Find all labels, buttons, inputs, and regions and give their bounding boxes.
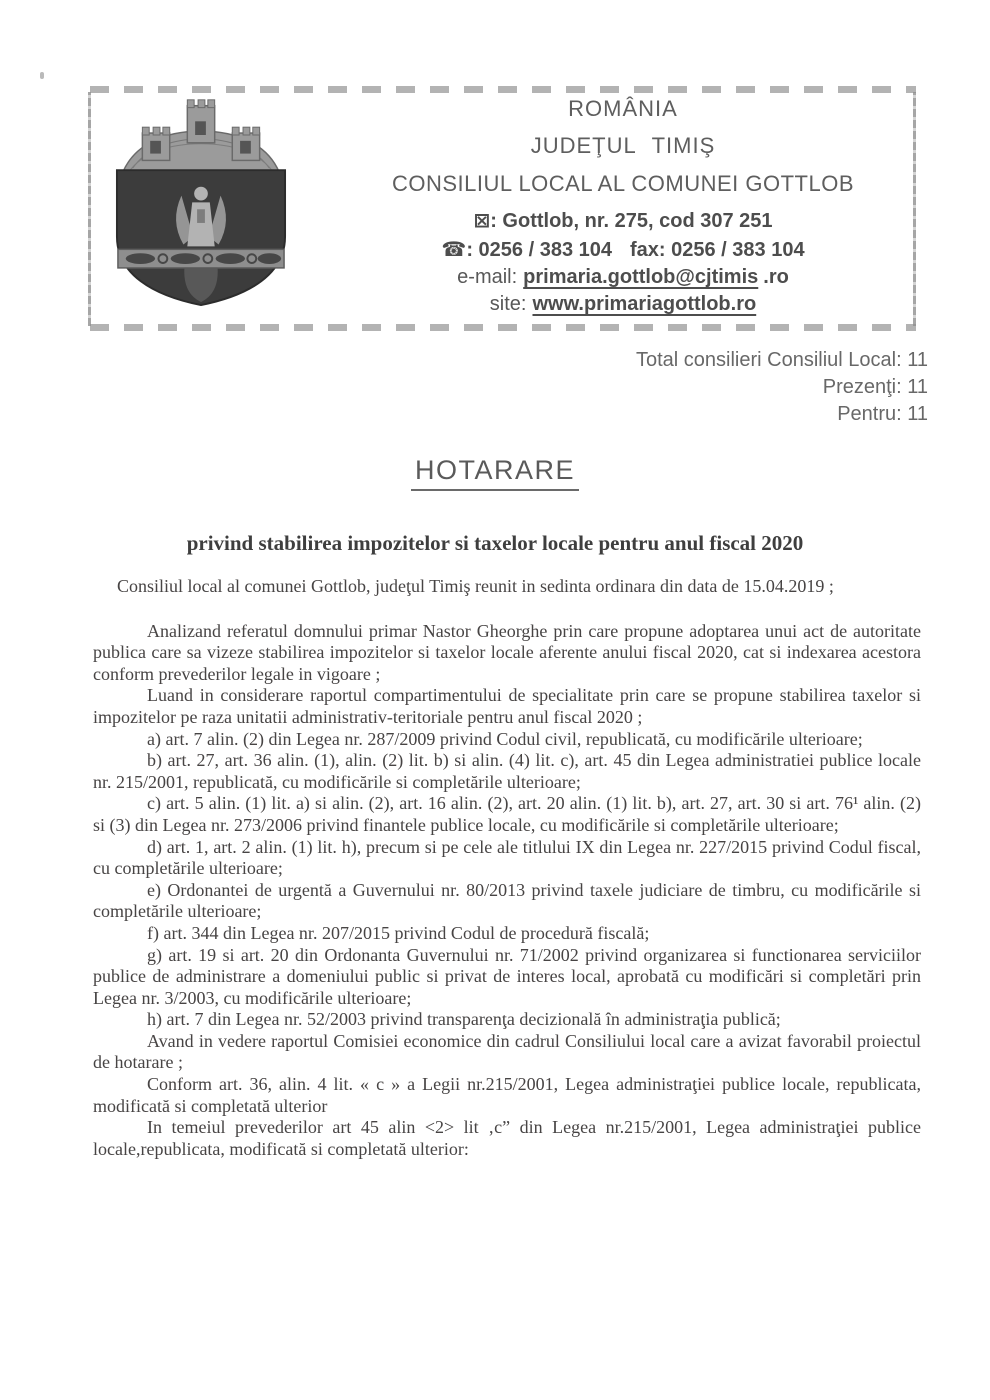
body-paragraph: b) art. 27, art. 36 alin. (1), alin. (2) lit. b) si alin. (4) lit. c), art. 45 din Legea administratiei publice locale nr. 215/2001, republicată, cu modificările si completările ulterioare; <box>93 750 921 792</box>
shield-band <box>118 249 284 268</box>
body-paragraph: Analizand referatul domnului primar Nastor Gheorghe prin care propune adoptarea unui act de autoritate publica care sa vizeze stabilirea impozitelor si taxelor locale aferente anului fiscal 2020, cat si indexarea acestora conform prevederilor legale in vigoare ; <box>93 620 921 684</box>
country-name: ROMÂNIA <box>568 96 678 121</box>
letterhead <box>330 96 916 316</box>
council-name: CONSILIUL LOCAL AL COMUNEI GOTTLOB <box>392 171 854 196</box>
body-paragraph: Conform art. 36, alin. 4 lit. « c » a Legii nr.215/2001, Legea administraţiei publice locale, republicata, modificată si completată ulterior <box>93 1074 921 1116</box>
body-paragraph: f) art. 344 din Legea nr. 207/2015 privind Codul de procedură fiscală; <box>147 922 650 943</box>
site-label: site: <box>489 293 527 315</box>
body-paragraph: Luand in considerare raportul compartimentului de specialitate prin care se propune stabilirea taxelor si impozitelor pe raza unitatii administrativ-teritoriale pentru anul fiscal 2020 ; <box>93 685 921 727</box>
present-counselors: Prezenţi: 11 <box>822 376 928 398</box>
email-label: e-mail: <box>457 266 518 288</box>
header-frame-left-border <box>88 92 91 326</box>
body-paragraph: g) art. 19 si art. 20 din Ordonanta Guvernului nr. 71/2002 privind organizarea si functionarea serviciilor publice de administrare a domeniului public si privat de interes local, aprobată cu modificări si completări prin Legea nr. 3/2003, cu modificările ulterioare; <box>93 944 921 1008</box>
tower-window <box>195 121 206 135</box>
email-link[interactable]: primaria.gottlob@cjtimis <box>523 266 759 288</box>
envelope-icon: ⊠ <box>473 208 491 232</box>
intro-paragraph: Consiliul local al comunei Gottlob, judeţul Timiş reunit in sedinta ordinara din data de 15.04.2019 ; <box>117 576 834 596</box>
phone-text: : 0256 / 383 104 <box>466 239 612 261</box>
email-suffix: .ro <box>763 266 789 288</box>
site-link[interactable]: www.primariagottlob.ro <box>532 293 757 315</box>
county-name: JUDEŢUL TIMIŞ <box>530 133 716 158</box>
total-counselors: Total consilieri Consiliul Local: 11 <box>636 349 928 371</box>
telephone-icon: ☎ <box>441 237 467 261</box>
address-text: : Gottlob, nr. 275, cod 307 251 <box>490 210 773 232</box>
tower-window <box>150 141 161 154</box>
email-line <box>330 266 916 289</box>
address-line <box>330 208 916 233</box>
document-title: HOTARARE <box>411 455 579 491</box>
body-paragraph: c) art. 5 alin. (1) lit. a) si alin. (2), art. 16 alin. (2), art. 20 alin. (1) lit. b), art. 27, art. 30 si art. 76¹ alin. (2) si (3) din Legea nr. 273/2006 privind finantele publice locale, cu modificările si completările ulterioare; <box>93 793 921 835</box>
phone-line <box>330 237 916 262</box>
document-body <box>93 576 921 1160</box>
header-frame-bottom-border <box>90 324 916 331</box>
document-subtitle: privind stabilirea impozitelor si taxelor locale pentru anul fiscal 2020 <box>186 531 804 555</box>
tower-window <box>240 141 251 154</box>
body-paragraph: In temeiul prevederilor art 45 alin <2> lit ‚c” din Legea nr.215/2001, Legea administraţiei publice locale,republicata, modificată si completată ulterior: <box>93 1117 921 1159</box>
coat-of-arms <box>102 92 300 307</box>
body-paragraph: Avand in vedere raportul Comisiei economice din cadrul Consiliului local care a avizat favorabil proiectul de hotarare ; <box>93 1030 921 1073</box>
body-paragraph: d) art. 1, art. 2 alin. (1) lit. h), precum si pe cele ale titlului IX din Legea nr. 227/2015 privind Codul fiscal, cu completările ulterioare; <box>93 836 921 879</box>
fax-text: fax: 0256 / 383 104 <box>630 239 805 261</box>
votes-for: Pentru: 11 <box>837 403 928 425</box>
council-counters <box>636 347 928 428</box>
scan-speck <box>40 72 44 79</box>
body-paragraph: h) art. 7 din Legea nr. 52/2003 privind transparenţa decizională în administraţia publică; <box>147 1009 781 1030</box>
body-paragraph: a) art. 7 alin. (2) din Legea nr. 287/2009 privind Codul civil, republicată, cu modificările ulterioare; <box>147 728 863 749</box>
body-paragraph: e) Ordonantei de urgentă a Guvernului nr. 80/2013 privind taxele judiciare de timbru, cu modificările si completările ulterioare; <box>93 879 921 922</box>
site-line <box>330 293 916 316</box>
